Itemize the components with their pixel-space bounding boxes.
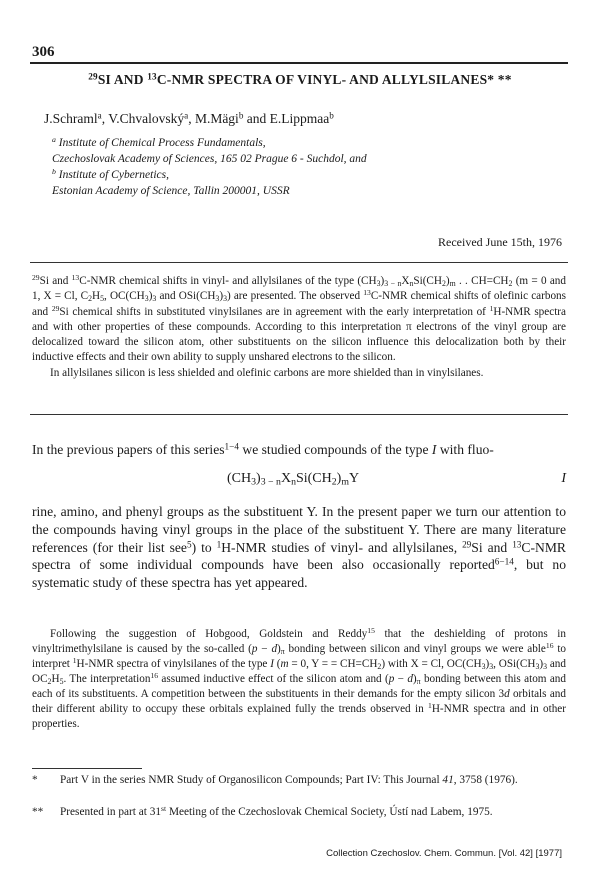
abstract xyxy=(32,274,566,381)
abstract-paragraph: In allylsilanes silicon is less shielded and olefinic carbons are more shielded than in vinylsilanes. xyxy=(50,366,484,379)
abstract-paragraph: $^{29}$Si and $^{13}$C-NMR chemical shifts in vinyl- and allylsilanes of the type $(CH_3)_{3 - n}X_nSi(CH_2)_m$ . . $CH=CH_2$ (m = 0 and 1, X = Cl, $C_2H_5$, $OC(CH_3)_3$ and $OSi(CH_3)_3$) are presented. The observed $^{13}$C-NMR chemical shifts of olefinic carbons and $^{29}$Si chemical shifts in substituted vinylsilanes are in agreement with the early interpretation of $^1$H-NMR spectra and with other properties of these compounds. According to this interpretation π electrons of the vinyl group are delocalized toward the silicon atom, other substituents on the silicon influence this delocalization both by their inductive effects and their own ability to supply unshared electrons to the silicon. xyxy=(32,273,566,364)
page-number: 306 xyxy=(32,44,55,60)
affiliation-line: Czechoslovak Academy of Sciences, 165 02 Prague 6 - Suchdol, and xyxy=(52,153,367,165)
abstract-top-rule xyxy=(30,262,568,263)
article-title: $^{29}$SI AND $^{13}$C-NMR SPECTRA OF VINYL- AND ALLYLSILANES* ** xyxy=(88,71,512,87)
author-list: J.Schraml$^a$, V.Chvalovský$^a$, M.Mägi$^b$ and E.Lippmaa$^b$ xyxy=(44,110,334,126)
footnote-1 xyxy=(32,773,566,789)
footnote-mark: ** xyxy=(32,806,44,818)
body-paragraph-1-start: In the previous papers of this series$^{1-4}$ we studied compounds of the type I with fluo- xyxy=(32,441,494,457)
header-rule xyxy=(30,62,568,64)
body-paragraph-1: rine, amino, and phenyl groups as the substituent Y. In the present paper we turn our attention to the compounds having vinyl groups in the place of the substituent Y. There are many literature references (for their list see$^5$) to $^1$H-NMR studies of vinyl- and allylsilanes, $^{29}$Si and $^{13}$C-NMR spectra of some individual compounds have been also occasionally reported$^{6-14}$, but no systematic study of these spectra has yet appeared. xyxy=(32,504,566,591)
received-date: Received June 15th, 1976 xyxy=(438,235,562,249)
footnote-rule xyxy=(32,768,142,769)
footnote-text: Presented in part at 31st Meeting of the Czechoslovak Chemical Society, Ústí nad Labem, 1975. xyxy=(60,804,493,818)
body-paragraph-2: Following the suggestion of Hobgood, Goldstein and Reddy$^{15}$ that the deshielding of protons in vinyltrimethylsilane is caused by the so-called $(p - d)_\pi$ bonding between silicon and vinyl groups we were able$^{16}$ to interpret $^1$H-NMR spectra of vinylsilanes of the type I (m = 0, Y = = $CH=CH_2$) with X = Cl, $OC(CH_3)_3$, $OSi(CH_3)_3$ and $OC_2H_5$. The interpretation$^{16}$ assumed inductive effect of the silicon atom and $(p - d)_\pi$ bonding between this atom and each of its substituents. A competition between the substituents in their demands for the empty silicon 3d orbitals and their different ability to occupy these orbitals explained fully the trends observed in $^1$H-NMR spectra and in other properties. xyxy=(32,626,567,730)
formula-label: I xyxy=(561,471,566,486)
affiliation-line: $^b$ Institute of Cybernetics, xyxy=(52,167,169,181)
formula-expression: $(CH_3)_{3 - n}X_nSi(CH_2)_mY$ xyxy=(227,471,360,488)
footnote-text: Part V in the series NMR Study of Organosilicon Compounds; Part IV: This Journal 41, 3758 (1976). xyxy=(60,774,518,786)
footnote-mark: * xyxy=(32,774,38,786)
affiliation-line: $^a$ Institute of Chemical Process Fundamentals, xyxy=(52,135,266,149)
affiliation-line: Estonian Academy of Science, Tallin 200001, USSR xyxy=(52,185,290,197)
journal-footer: Collection Czechoslov. Chem. Commun. [Vol. 42] [1977] xyxy=(326,848,562,859)
abstract-bottom-rule xyxy=(30,414,568,415)
footnote-2 xyxy=(32,805,566,821)
